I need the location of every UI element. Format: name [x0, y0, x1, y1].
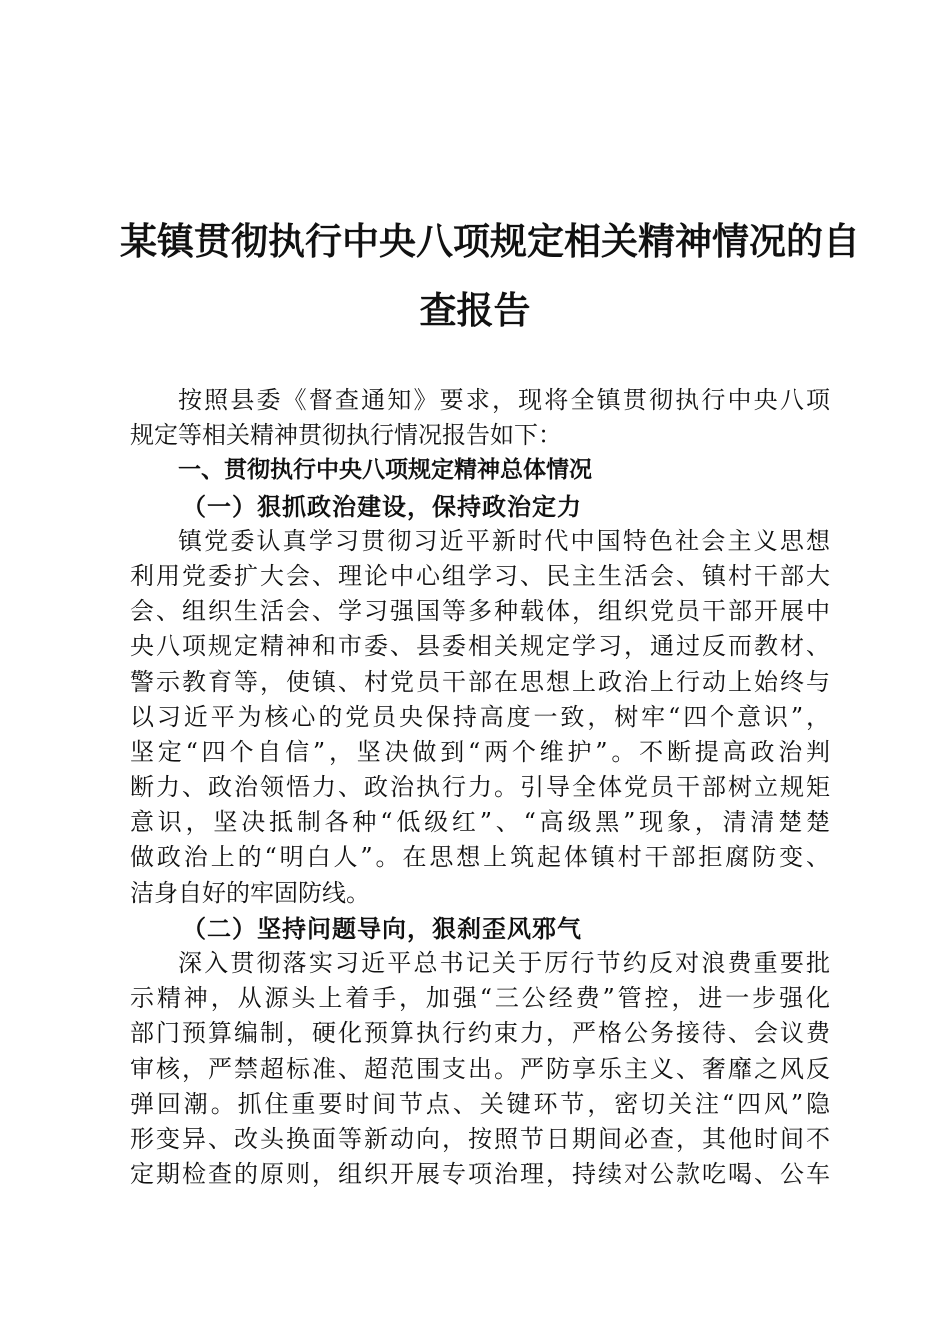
- paragraph-line: 断力、政治领悟力、政治执行力。引导全体党员干部树立规矩: [130, 773, 830, 802]
- document-body: [130, 383, 830, 1192]
- paragraph-line: 深入贯彻落实习近平总书记关于厉行节约反对浪费重要批: [178, 949, 830, 977]
- intro-line: 按照县委《督查通知》要求，现将全镇贯彻执行中央八项: [178, 386, 830, 414]
- paragraph-line: 以习近平为核心的党员央保持高度一致，树牢“四个意识”，: [130, 702, 830, 731]
- paragraph-line: 部门预算编制，硬化预算执行约束力，严格公务接待、会议费: [130, 1019, 830, 1048]
- paragraph-line: 警示教育等，使镇、村党员干部在思想上政治上行动上始终与: [130, 667, 830, 696]
- document-title-line-2: 查报告: [419, 288, 531, 332]
- section-heading: 一、贯彻执行中央八项规定精神总体情况: [178, 457, 592, 484]
- subsection-heading: （二）坚持问题导向，狠刹歪风邪气: [182, 913, 582, 943]
- paragraph-line: 定期检查的原则，组织开展专项治理，持续对公款吃喝、公车: [130, 1160, 830, 1189]
- paragraph-line: 央八项规定精神和市委、县委相关规定学习，通过反而教材、: [130, 632, 830, 661]
- paragraph-line: 坚定“四个自信”，坚决做到“两个维护”。不断提高政治判: [130, 737, 830, 766]
- paragraph-line: 做政治上的“明白人”。在思想上筑起体镇村干部拒腐防变、: [130, 843, 830, 872]
- paragraph-line: 镇党委认真学习贯彻习近平新时代中国特色社会主义思想: [178, 526, 830, 555]
- paragraph-line: 意识，坚决抵制各种“低级红”、“高级黑”现象，清清楚楚: [130, 808, 830, 837]
- paragraph-line: 形变异、改头换面等新动向，按照节日期间必查，其他时间不: [130, 1124, 830, 1153]
- paragraph-line: 示精神，从源头上着手，加强“三公经费”管控，进一步强化: [130, 984, 830, 1013]
- subsection-heading: （一）狠抓政治建设，保持政治定力: [182, 491, 582, 521]
- paragraph-line: 洁身自好的牢固防线。: [130, 878, 370, 907]
- document-title-line-1: 某镇贯彻执行中央八项规定相关精神情况的自: [120, 219, 860, 263]
- paragraph-line: 会、组织生活会、学习强国等多种载体，组织党员干部开展中: [130, 597, 830, 626]
- paragraph-line: 审核，严禁超标准、超范围支出。严防享乐主义、奢靡之风反: [130, 1054, 830, 1083]
- paragraph-line: 弹回潮。抓住重要时间节点、关键环节，密切关注“四风”隐: [130, 1089, 830, 1118]
- intro-line: 规定等相关精神贯彻执行情况报告如下：: [130, 421, 562, 450]
- paragraph-line: 利用党委扩大会、理论中心组学习、民主生活会、镇村干部大: [130, 561, 830, 590]
